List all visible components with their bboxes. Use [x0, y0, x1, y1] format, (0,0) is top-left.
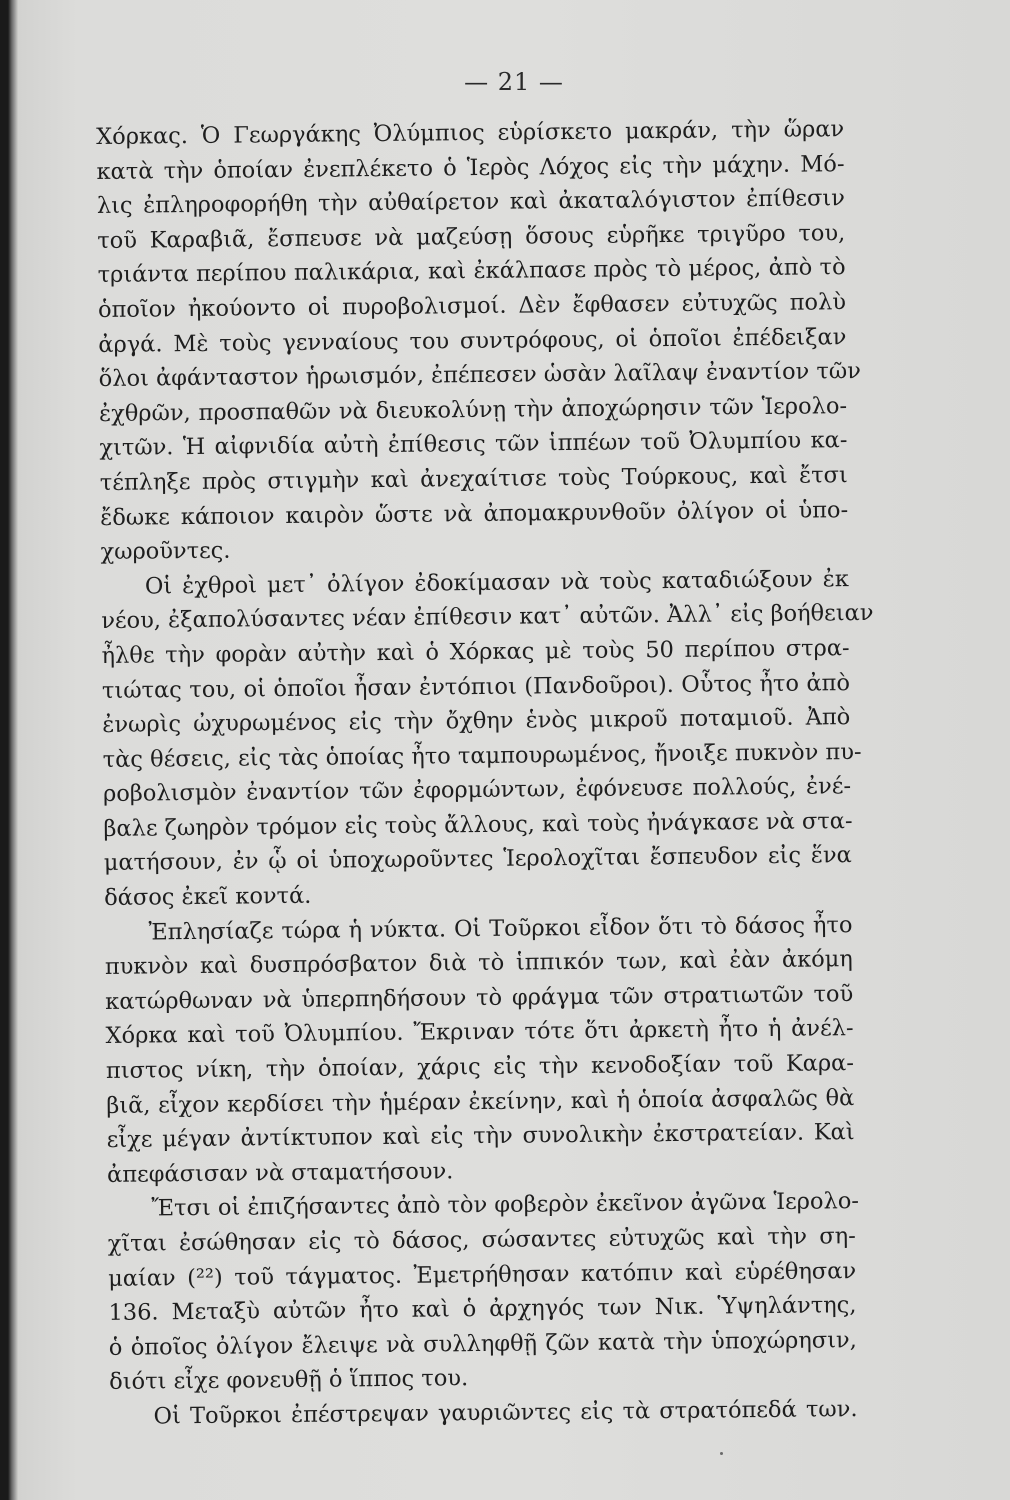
- text-line: λις ἐπληροφορήθη τὴν αὐθαίρετον καὶ ἀκαταλόγιστον ἐπίθεσιν: [96, 185, 845, 220]
- text-line: χωροῦντες.: [100, 537, 231, 566]
- text-line: ἔδωκε κάποιον καιρὸν ὥστε νὰ ἀπομακρυνθοῦν ὀλίγον οἱ ὑπο-: [100, 496, 849, 531]
- text-line: βαλε ζωηρὸν τρόμον εἰς τοὺς ἄλλους, καὶ τοὺς ἠνάγκασε νὰ στα-: [103, 807, 853, 842]
- paragraph: [101, 562, 874, 916]
- text-line: Χόρκας. Ὁ Γεωργάκης Ὀλύμπιος εὑρίσκετο μακράν, τὴν ὥραν: [96, 116, 845, 150]
- text-line: 136. Μεταξὺ αὐτῶν ἦτο καὶ ὁ ἀρχηγός των Νικ. Ὑψηλάντης,: [108, 1292, 857, 1327]
- text-line: ὁποῖον ἠκούοντο οἱ πυροβολισμοί. Δὲν ἔφθασεν εὐτυχῶς πολὺ: [97, 289, 847, 323]
- paragraph: [104, 908, 855, 1193]
- text-line: πιστος νίκη, τὴν ὁποίαν, χάρις εἰς τὴν κενοδοξίαν τοῦ Καρα-: [105, 1050, 855, 1084]
- text-line: Οἱ Τοῦρκοι ἐπέστρεψαν γαυριῶντες εἰς τὰ στρατόπεδά των.: [153, 1396, 858, 1430]
- text-line: εἶχε μέγαν ἀντίκτυπον καὶ εἰς τὴν συνολικὴν ἐκστρατείαν. Καὶ: [106, 1119, 855, 1154]
- text-line: ἀπεφάσισαν νὰ σταματήσουν.: [106, 1158, 454, 1188]
- text-line: Οἱ ἐχθροὶ μετ᾽ ὀλίγον ἐδοκίμασαν νὰ τοὺς καταδιώξουν ἐκ: [144, 565, 849, 600]
- text-line: βιᾶ, εἶχον κερδίσει τὴν ἡμέραν ἐκείνην, καὶ ἡ ὁποία ἀσφαλῶς θὰ: [106, 1084, 855, 1119]
- book-page: [18, 0, 1010, 1500]
- text-line: τριάντα περίπου παλικάρια, καὶ ἐκάλπασε πρὸς τὸ μέρος, ἀπὸ τὸ: [97, 254, 846, 289]
- text-line: κατώρθωναν νὰ ὑπερπηδήσουν τὸ φράγμα τῶν στρατιωτῶν τοῦ: [105, 980, 854, 1015]
- text-line: ἐνωρὶς ὠχυρωμένος εἰς τὴν ὄχθην ἑνὸς μικροῦ ποταμιοῦ. Ἀπὸ: [102, 704, 851, 739]
- paragraph: [109, 1392, 857, 1434]
- text-line: πυκνὸν καὶ δυσπρόσβατον διὰ τὸ ἱππικόν των, καὶ ἐὰν ἀκόμη: [104, 946, 853, 981]
- text-line: δάσος ἐκεῖ κοντά.: [104, 882, 312, 912]
- text-line: τέπληξε πρὸς στιγμὴν καὶ ἀνεχαίτισε τοὺς Τούρκους, καὶ ἔτσι: [99, 462, 848, 496]
- text-line: Χόρκα καὶ τοῦ Ὀλυμπίου. Ἔκριναν τότε ὅτι ἀρκετὴ ἦτο ἡ ἀνέλ-: [105, 1015, 854, 1050]
- text-line: ἦλθε τὴν φορὰν αὐτὴν καὶ ὁ Χόρκας μὲ τοὺς 50 περίπου στρα-: [101, 635, 850, 669]
- text-line: Ἐπλησίαζε τώρα ἡ νύκτα. Οἱ Τοῦρκοι εἶδον ὅτι τὸ δάσος ἦτο: [148, 911, 853, 946]
- page-number: — 21 —: [464, 68, 564, 96]
- paper-speck: [720, 1452, 723, 1455]
- text-line: κατὰ τὴν ὁποίαν ἐνεπλέκετο ὁ Ἱερὸς Λόχος εἰς τὴν μάχην. Μό-: [96, 150, 845, 185]
- text-line: ροβολισμὸν ἐναντίον τῶν ἐφορμώντων, ἐφόνευσε πολλούς, ἐνέ-: [102, 773, 852, 808]
- text-line: μαίαν (²²) τοῦ τάγματος. Ἐμετρήθησαν κατόπιν καὶ εὑρέθησαν: [107, 1257, 857, 1292]
- text-line: τιώτας του, οἱ ὁποῖοι ἦσαν ἐντόπιοι (Πανδοῦροι). Οὗτος ἦτο ἀπὸ: [101, 669, 851, 704]
- text-line: ματήσουν, ἐν ᾧ οἱ ὑποχωροῦντες Ἱερολοχῖται ἔσπευδον εἰς ἕνα: [103, 842, 852, 877]
- text-line: ὁ ὁποῖος ὀλίγον ἔλειψε νὰ συλληφθῇ ζῶν κατὰ τὴν ὑποχώρησιν,: [108, 1326, 857, 1361]
- text-line: Ἔτσι οἱ ἐπιζήσαντες ἀπὸ τὸν φοβερὸν ἐκεῖνον ἀγῶνα Ἱερολο-: [151, 1188, 860, 1222]
- text-line: ἀργά. Μὲ τοὺς γενναίους του συντρόφους, οἱ ὁποῖοι ἐπέδειξαν: [98, 323, 847, 358]
- text-line: ὅλοι ἀφάνταστον ἡρωισμόν, ἐπέπεσεν ὡσὰν λαῖλαψ ἐναντίον τῶν: [98, 358, 861, 393]
- text-line: τοῦ Καραβιᾶ, ἔσπευσε νὰ μαζεύσῃ ὅσους εὑρῆκε τριγῦρο του,: [97, 219, 846, 254]
- text-line: ἐχθρῶν, προσπαθῶν νὰ διευκολύνῃ τὴν ἀποχώρησιν τῶν Ἱερολο-: [98, 392, 848, 427]
- text-line: νέου, ἐξαπολύσαντες νέαν ἐπίθεσιν κατ᾽ αὐτῶν. Ἀλλ᾽ εἰς βοήθειαν: [101, 600, 874, 635]
- text-line: χῖται ἐσώθησαν εἰς τὸ δάσος, σώσαντες εὐτυχῶς καὶ τὴν ση-: [107, 1223, 856, 1257]
- paragraph: [96, 112, 861, 570]
- book-binding-edge: [0, 0, 18, 1500]
- text-line: χιτῶν. Ἡ αἰφνιδία αὐτὴ ἐπίθεσις τῶν ἱππέων τοῦ Ὀλυμπίου κα-: [99, 427, 848, 462]
- paragraph: [107, 1185, 860, 1400]
- page-text: [96, 112, 874, 1434]
- text-line: διότι εἶχε φονευθῇ ὁ ἵππος του.: [109, 1365, 469, 1396]
- text-line: τὰς θέσεις, εἰς τὰς ὁποίας ἦτο ταμπουρωμένος, ἤνοιξε πυκνὸν πυ-: [102, 738, 862, 773]
